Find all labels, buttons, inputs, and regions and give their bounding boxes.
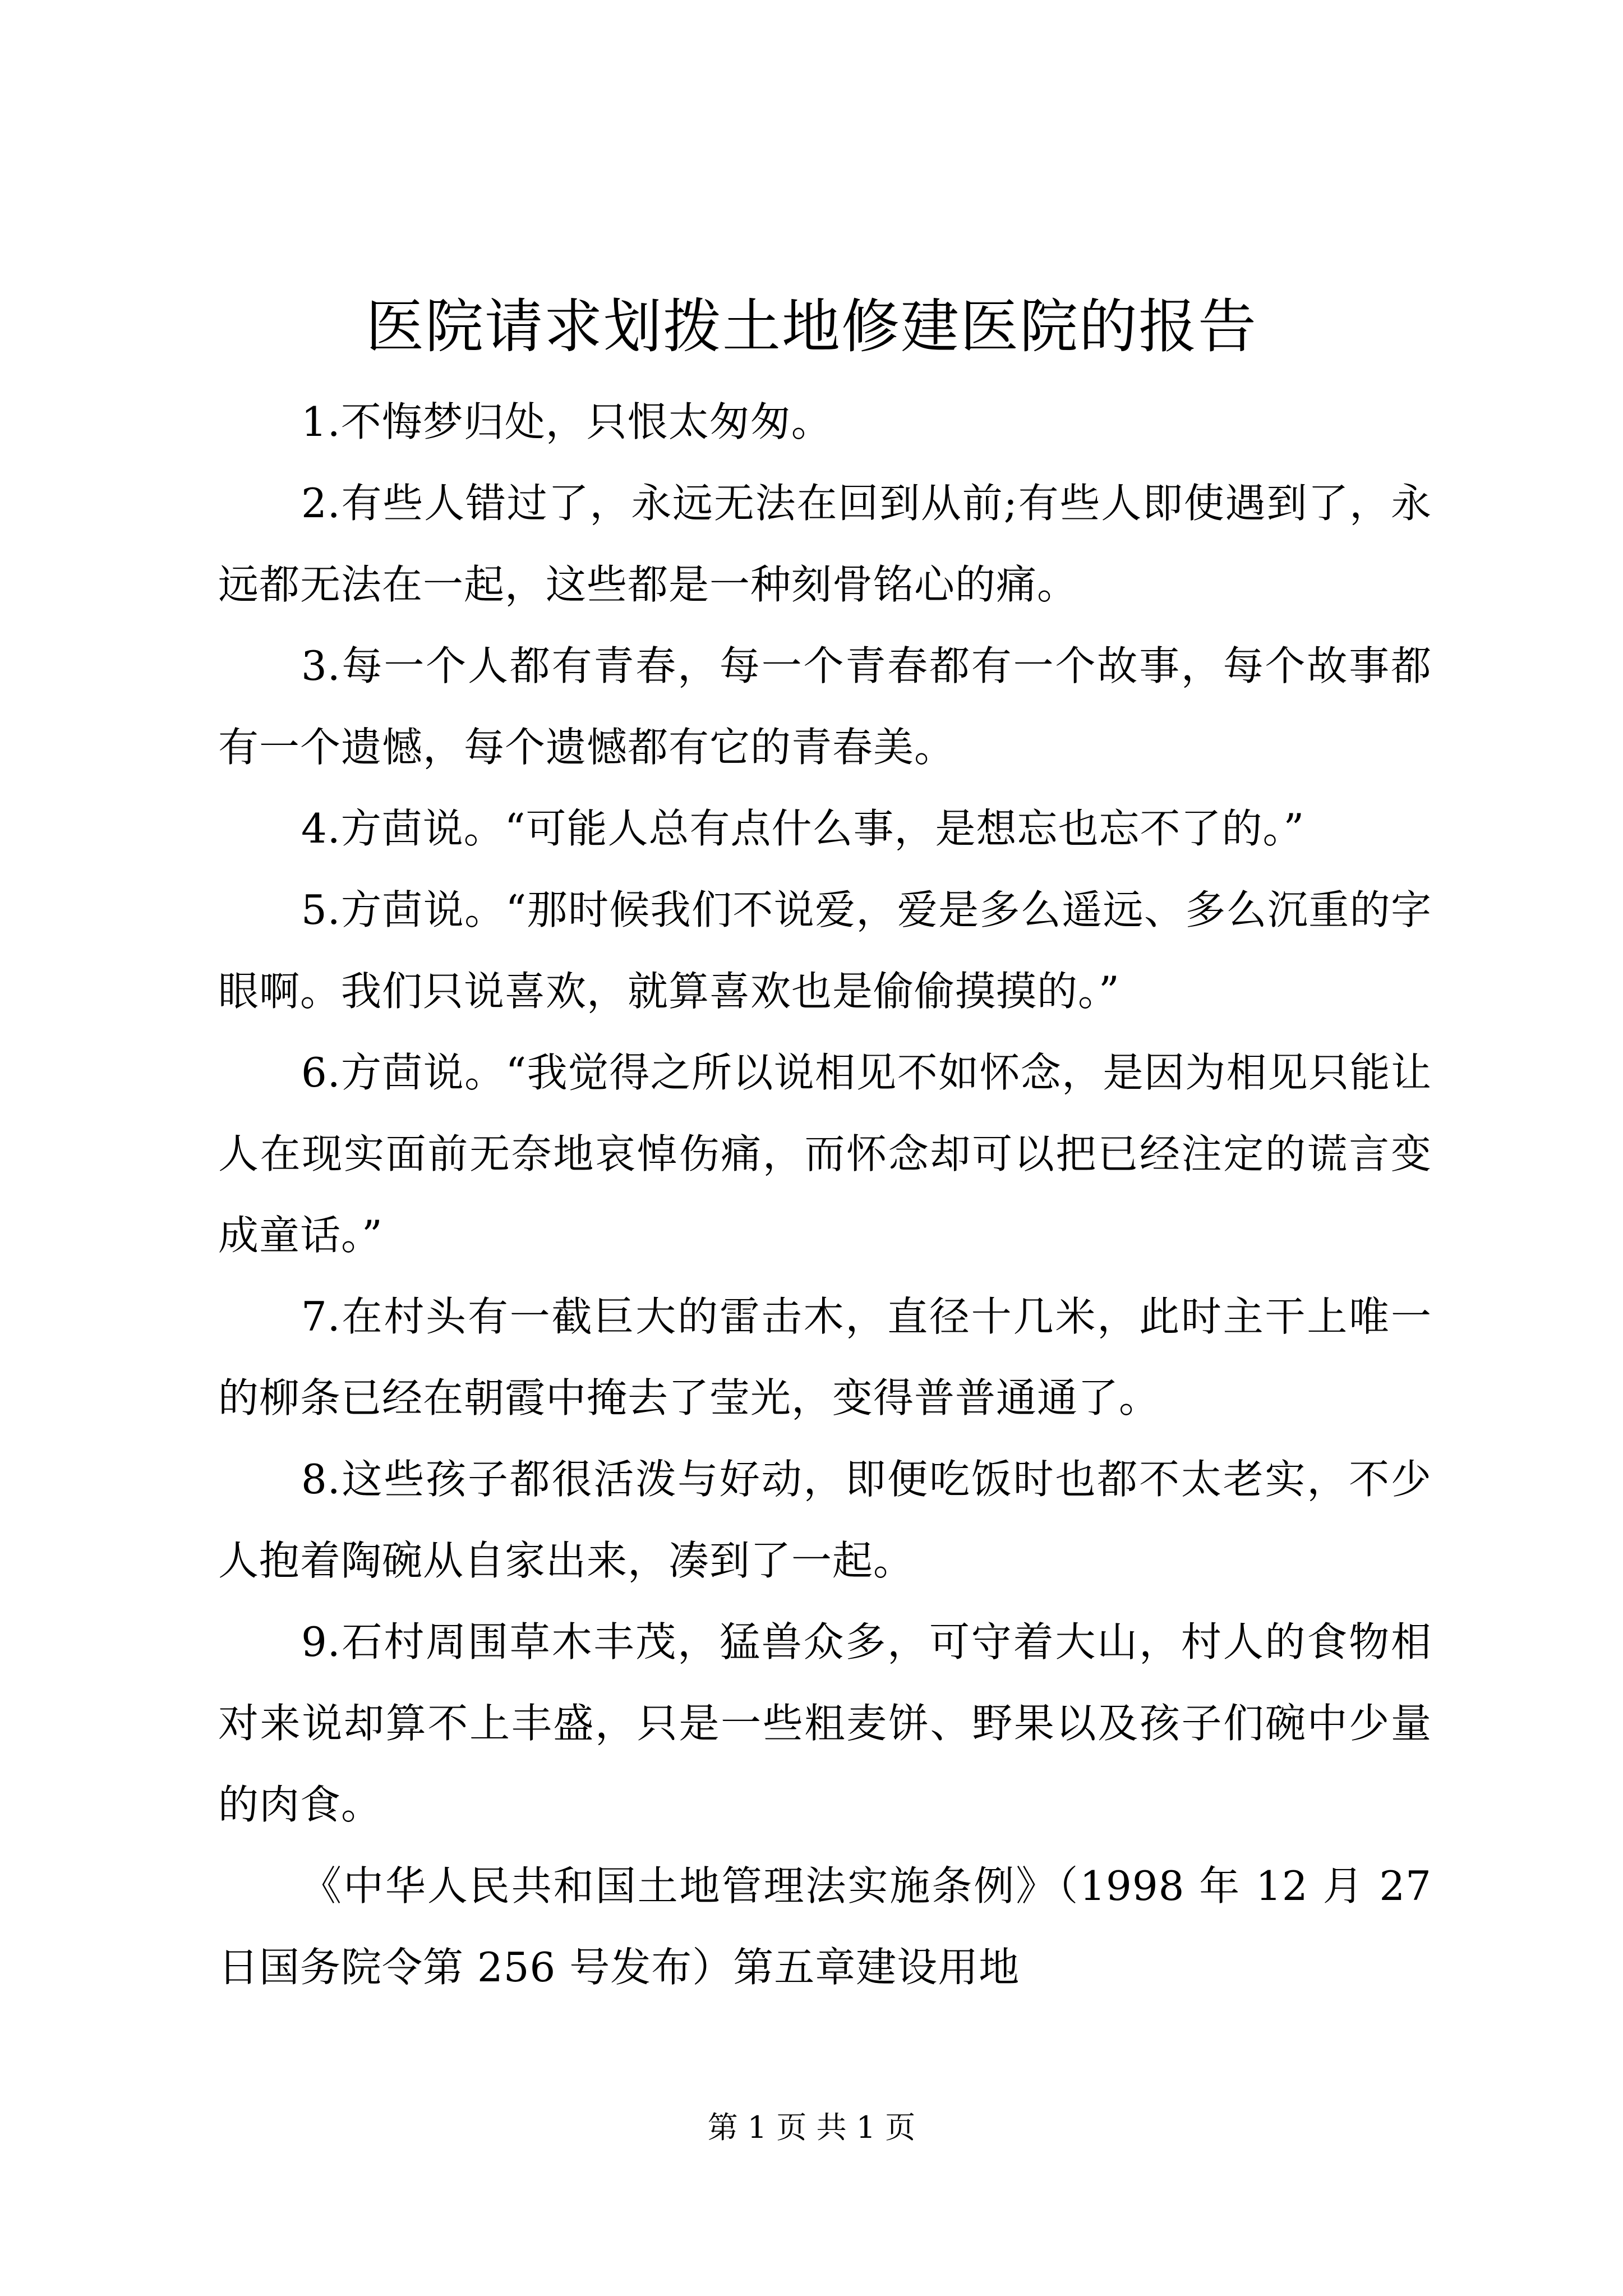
- paragraph-3: 3.每一个人都有青春，每一个青春都有一个故事，每个故事都有一个遗憾，每个遗憾都有它的青春美。: [218, 642, 1432, 771]
- paragraph-9: 9.石村周围草木丰茂，猛兽众多，可守着大山，村人的食物相对来说却算不上丰盛，只是一些粗麦饼、野果以及孩子们碗中少量的肉食。: [218, 1618, 1432, 1828]
- paragraph-5: 5.方茴说。“那时候我们不说爱，爱是多么遥远、多么沉重的字眼啊。我们只说喜欢，就算喜欢也是偷偷摸摸的。”: [218, 886, 1432, 1015]
- paragraph-4: 4.方茴说。“可能人总有点什么事，是想忘也忘不了的。”: [301, 805, 1305, 852]
- page-footer: 第 1 页 共 1 页: [707, 2110, 916, 2145]
- paragraph-1: 1.不悔梦归处，只恨太匆匆。: [301, 398, 832, 445]
- document-title: 医院请求划拨土地修建医院的报告: [365, 292, 1257, 361]
- paragraph-7: 7.在村头有一截巨大的雷击木，直径十几米，此时主干上唯一的柳条已经在朝霞中掩去了莹光，变得普普通通了。: [218, 1293, 1432, 1421]
- paragraph-2: 2.有些人错过了，永远无法在回到从前;有些人即使遇到了，永远都无法在一起，这些都是一种刻骨铭心的痛。: [218, 480, 1432, 608]
- document-body: [218, 381, 1432, 2008]
- paragraph-8: 8.这些孩子都很活泼与好动，即便吃饭时也都不太老实，不少人抱着陶碗从自家出来，凑到了一起。: [218, 1456, 1432, 1584]
- paragraph-regulation-reference: 《中华人民共和国土地管理法实施条例》（1998 年 12 月 27 日国务院令第 256 号发布）第五章建设用地: [218, 1862, 1432, 1991]
- paragraph-6: 6.方茴说。“我觉得之所以说相见不如怀念，是因为相见只能让人在现实面前无奈地哀悼伤痛，而怀念却可以把已经注定的谎言变成童话。”: [218, 1049, 1432, 1259]
